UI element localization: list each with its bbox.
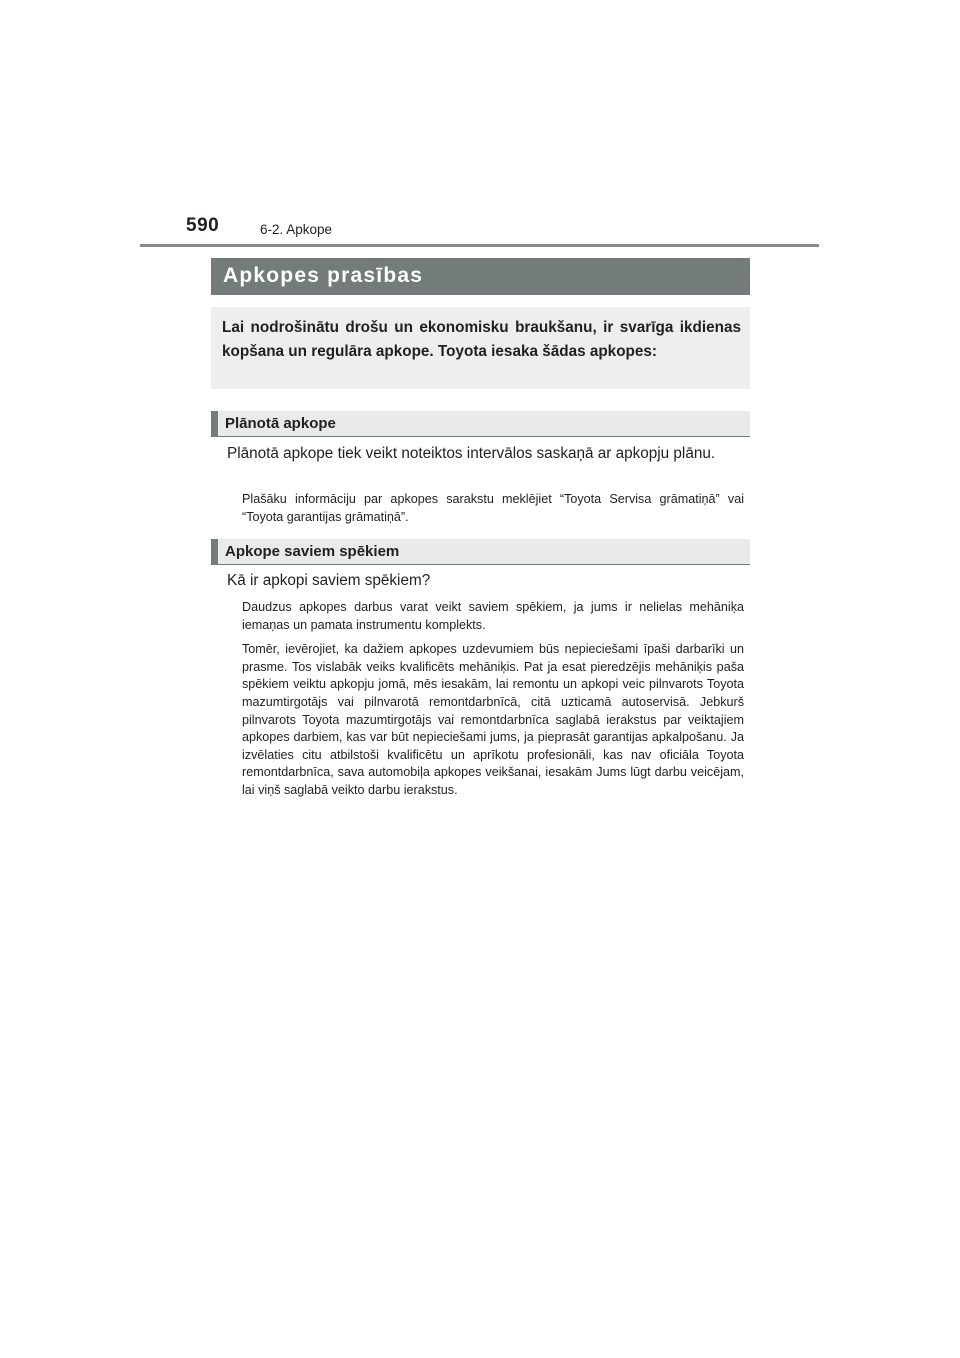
diy-question: Kā ir apkopi saviem spēkiem? xyxy=(227,572,431,589)
diy-note-2: Tomēr, ievērojiet, ka dažiem apkopes uzdevumiem būs nepieciešami īpaši darbarīki un prasme. Tos vislabāk veiks kvalificēts mehāniķis. Pat ja esat pieredzējis mehāniķis paša spēkiem veiktu apkopju jomā, mēs iesakām, lai remontu un apkopi veic pilnvarots Toyota mazumtirgotājs vai pilnvarotā remontdarbnīcā, citā uzticamā autoservisā. Jebkurš pilnvarots Toyota mazumtirgotājs vai remontdarbnīca saglabā ierakstus par veiktajiem apkopes darbiem, kas var būt nepieciešami jums, ja pieprasāt garantijas apkalpošanu. Ja izvēlaties citu atbilstoši kvalificētu un aprīkotu profesionāli, kas nav oficiāla Toyota remontdarbnīca, sava automobiļa apkopes veikšanai, iesakām Jums lūgt darbu veicējam, lai viņš saglabā veikto darbu ierakstus. xyxy=(242,642,744,797)
subheading-scheduled-label: Plānotā apkope xyxy=(225,415,336,432)
scheduled-note xyxy=(242,491,744,533)
header-divider xyxy=(140,244,819,247)
diy-note-1: Daudzus apkopes darbus varat veikt saviem spēkiem, ja jums ir nelielas mehāniķa iemaņas un pamata instrumentu komplekts. xyxy=(242,600,744,632)
page-number: 590 xyxy=(186,215,220,236)
diy-notes xyxy=(242,599,744,807)
scheduled-body: Plānotā apkope tiek veikt noteiktos intervālos saskaņā ar apkopju plānu. xyxy=(227,445,716,462)
subheading-scheduled xyxy=(211,411,750,437)
scheduled-note-text: Plašāku informāciju par apkopes sarakstu meklējiet “Toyota Servisa grāmatiņā” vai “Toyota garantijas grāmatiņā”. xyxy=(242,492,744,524)
intro-text: Lai nodrošinātu drošu un ekonomisku braukšanu, ir svarīga ikdienas kopšana un regulāra apkope. Toyota iesaka šādas apkopes: xyxy=(222,319,741,360)
subheading-diy xyxy=(211,539,750,565)
section-reference: 6-2. Apkope xyxy=(260,222,333,237)
intro-box xyxy=(211,307,750,389)
page-title: Apkopes prasības xyxy=(211,258,750,295)
subheading-diy-label: Apkope saviem spēkiem xyxy=(225,543,400,560)
